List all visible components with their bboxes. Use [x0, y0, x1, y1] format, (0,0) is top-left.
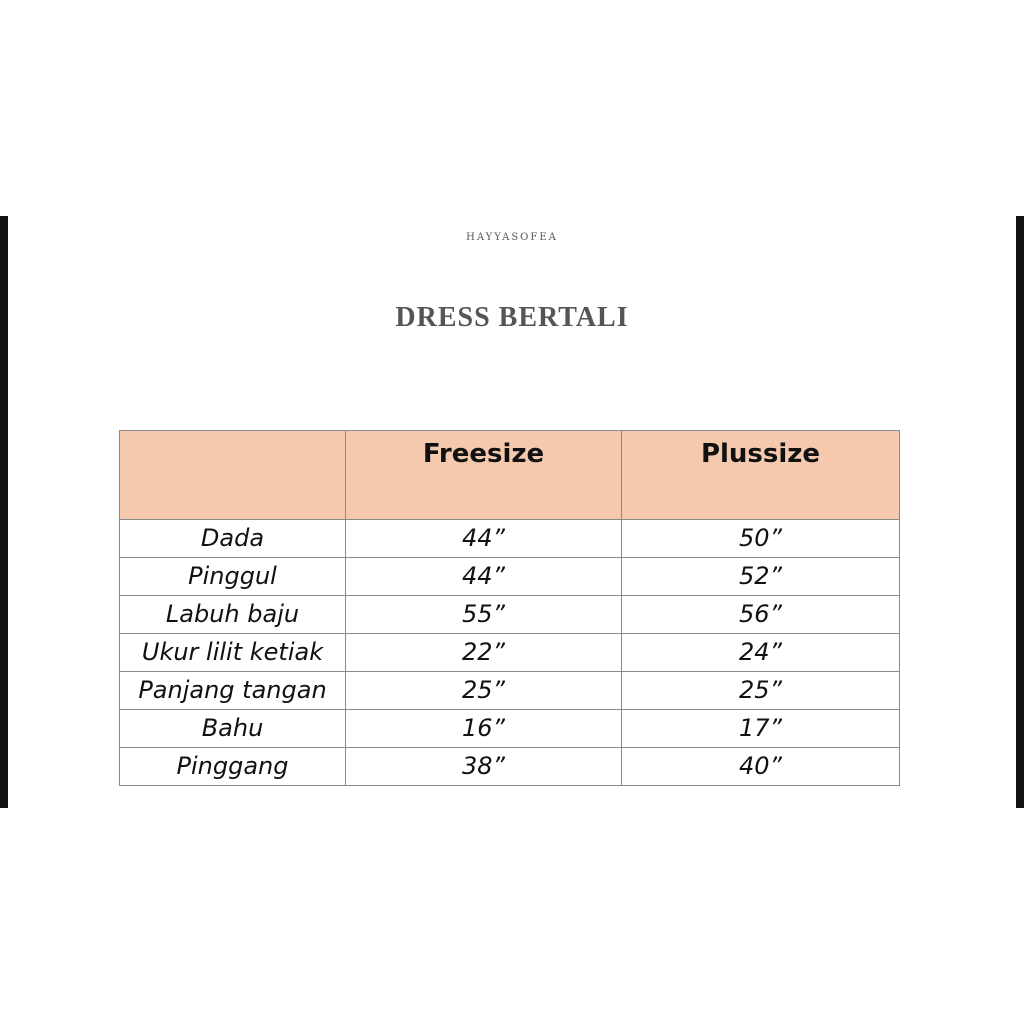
table-header-row — [120, 431, 900, 520]
table-row — [120, 634, 900, 672]
size-chart-table — [119, 430, 900, 786]
freesize-value: 25” — [346, 672, 622, 710]
table-row — [120, 558, 900, 596]
header-cell-plussize: Plussize — [622, 431, 900, 520]
row-label: Ukur lilit ketiak — [120, 634, 346, 672]
header-cell-freesize: Freesize — [346, 431, 622, 520]
freesize-value: 55” — [346, 596, 622, 634]
page-title: DRESS BERTALI — [395, 302, 629, 333]
row-label: Pinggul — [120, 558, 346, 596]
row-label: Labuh baju — [120, 596, 346, 634]
plussize-value: 24” — [622, 634, 900, 672]
row-label: Bahu — [120, 710, 346, 748]
freesize-value: 38” — [346, 748, 622, 786]
table-row — [120, 596, 900, 634]
table-row — [120, 710, 900, 748]
freesize-value: 22” — [346, 634, 622, 672]
brand-name: HAYYASOFEA — [466, 232, 558, 243]
freesize-value: 44” — [346, 520, 622, 558]
table-row — [120, 520, 900, 558]
plussize-value: 50” — [622, 520, 900, 558]
plussize-value: 40” — [622, 748, 900, 786]
plussize-value: 56” — [622, 596, 900, 634]
row-label: Dada — [120, 520, 346, 558]
row-label: Pinggang — [120, 748, 346, 786]
table-row — [120, 748, 900, 786]
plussize-value: 52” — [622, 558, 900, 596]
freesize-value: 16” — [346, 710, 622, 748]
row-label: Panjang tangan — [120, 672, 346, 710]
plussize-value: 25” — [622, 672, 900, 710]
table-row — [120, 672, 900, 710]
header-cell-empty — [120, 431, 346, 520]
freesize-value: 44” — [346, 558, 622, 596]
plussize-value: 17” — [622, 710, 900, 748]
